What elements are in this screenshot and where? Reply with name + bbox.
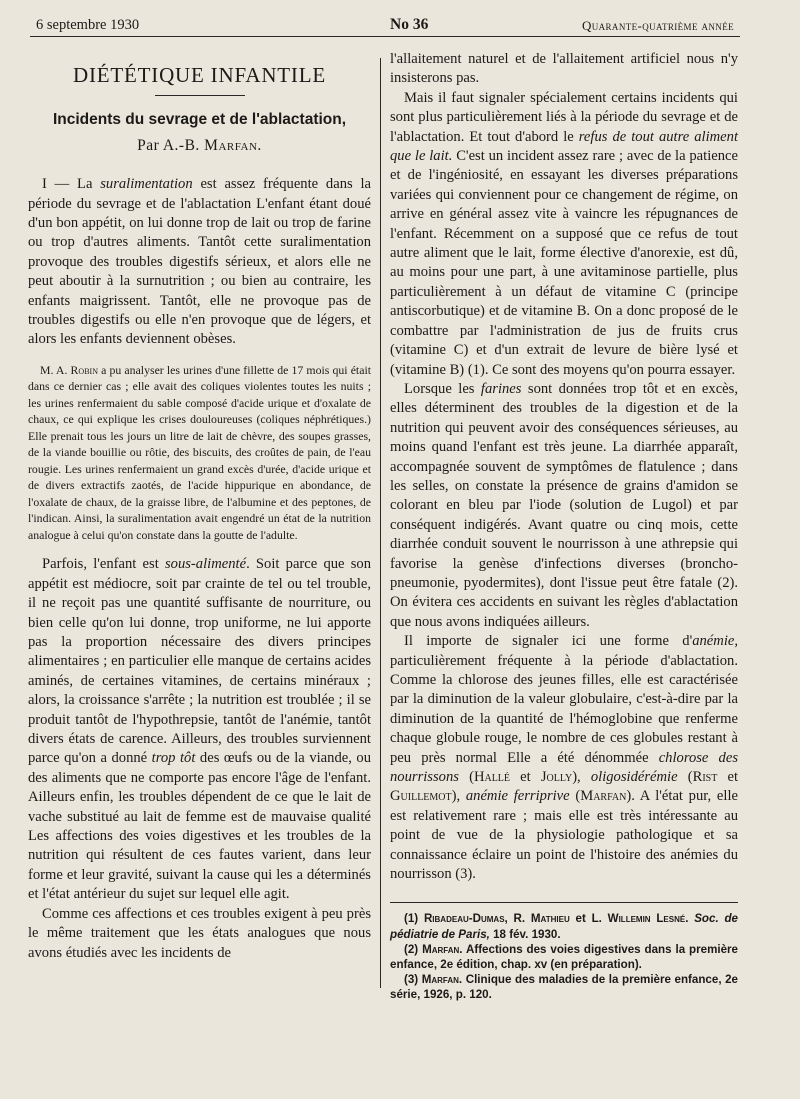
paragraph-anemie: Il importe de signaler ici une forme d'anémie, particulièrement fréquente à la période d'ablactation. Comme la chlorose des jeunes filles, elle est caractérisée par la diminution de la valeur globulaire, c'est-à-dire par la diminution de la quantité de l'hémoglobine que renferme chaque globule rouge, le nombre de ces globules restant à peu près normal Elle a été dénommée chlorose des nourrissons (Hallé et Jolly), oligosidérémie (Rist et Guillemot), anémie ferriprive (Marfan). A l'état pur, elle est relativement rare ; mais elle est très intéressante au point de vue de la physiologie pathologique et sa connaissance éclaire un point de l'histoire des anémies du nourrisson (3). (390, 633, 738, 883)
byline (28, 136, 371, 155)
footnote-3: (3) Marfan. Clinique des maladies de la première enfance, 2e série, 1926, p. 120. (390, 973, 738, 1002)
paragraph-refus: Mais il faut signaler spécialement certains incidents qui sont plus particulièrement liés à la période du sevrage et de l'ablactation. Et tout d'abord le refus de tout autre aliment que le lait. C'est un incident assez rare ; avec de la patience et de l'ingéniosité, en essayant les diverses préparations variées qui conviennent pour ce changement de régime, on arrive en général assez vite à vaincre les répugnances de l'enfant. Récemment on a supposé que ce refus de tout autre aliment que le lait, forme élective d'anorexie, est dû, au moins pour une part, à une avitaminose partielle, plus particulièrement à un défaut de vitamine C (principe antiscorbutique) et de vitamine B. On a donc proposé de le combattre par l'administration de jus de fruits crus (vitamine C) et d'un extrait de levure de bière lysé et (vitamine B) (1). Ce sont des moyens qu'on pourra essayer. (390, 89, 738, 378)
case-note: M. A. Robin a pu analyser les urines d'une fillette de 17 mois qui était dans ce dernier cas ; elle avait des coliques violentes toutes les nuits ; les urines renfermaient du sable composé d'acide urique et d'oxalate de chaux, ce qui explique les crises douloureuses (coliques néphrétiques.) Elle prenait tous les jours un litre de lait de chèvre, des soupes grasses, de la viande bouillie ou rôtie, des biscuits, des croûtes de pain, de l'eau rougie. Les urines renfermaient un grand excès d'urée, d'acide urique et de divers extractifs zaotés, de l'acide hippurique en abondance, de l'oxalate de chaux, de la graisse libre, de l'albumine et des peptones, de l'indican. Ainsi, la suralimentation avait engendré un état de la nutrition analogue à celui qu'on constate dans la goutte de l'adulte. (28, 362, 372, 542)
paragraph-traitement: Comme ces affections et ces troubles exigent à peu près le même traitement que les états analogues que nous avons étudiés avec les incidents de (28, 905, 371, 961)
publication-year: Quarante-quatrième année (581, 18, 734, 33)
paragraph-sous-alimente: Parfois, l'enfant est sous-alimenté. Soit parce que son appétit est médiocre, soit par crainte de tel ou tel trouble, il ne reçoit pas une quantité suffisante de nourriture, ou bien celle qu'on lui donne, trop uniforme, ne lui apporte pas la proportion nécessaire des divers principes alimentaires ; en particulier elle manque de certains acides aminés, de certaines vitamines, de certains minéraux ; alors, la croissance s'arrête ; la nutrition est troublée ; il se produit tantôt de l'hypothrepsie, tantôt de l'anémie, tantôt divers états de carence. Ailleurs, des troubles surviennent parce qu'on a donné trop tôt des œufs ou de la viande, ou des aliments que ne comporte pas encore l'âge de l'enfant. Ailleurs enfin, les troubles dépendent de ce que le lait de vache substitué au lait de femme est de mauvaise qualité Les affections des voies digestives et les troubles de la nutrition qui résultent de ces fautes varient, dans leur forme et leur gravité, suivant la cause qui les a déterminés et l'état antérieur du sujet sur lequel elle agit. (28, 556, 372, 903)
footnote-rule (390, 902, 738, 903)
page-header (30, 14, 740, 36)
footnote-1: (1) Ribadeau-Dumas, R. Mathieu et L. Willemin Lesné. Soc. de pédiatrie de Paris, 18 fév. 1930. (390, 912, 738, 941)
byline-author: Marfan. (204, 136, 262, 154)
paragraph-continuation: l'allaitement naturel et de l'allaitement artificiel nous n'y insisterons pas. (390, 51, 738, 87)
footnote-2: (2) Marfan. Affections des voies digestives dans la première enfance, 2e édition, chap. xv (en préparation). (390, 942, 739, 972)
header-rule (30, 36, 740, 37)
issue-number: No 36 (390, 16, 429, 33)
column-divider (380, 58, 381, 988)
left-column (28, 60, 371, 963)
right-column (390, 50, 738, 1003)
article-subtitle: Incidents du sevrage et de l'ablactation, (52, 111, 347, 129)
footnotes (390, 911, 738, 1002)
paragraph-suralimentation: I — La suralimentation est assez fréquente dans la période du sevrage et de l'ablactation L'enfant étant doué d'un bon appétit, on lui donne trop de lait ou trop de farine ou trop d'autres aliments. Tantôt cette suralimentation provoque des troubles digestifs sérieux, et alors elle ne peut aboutir à la surnutrition ; ou bien au contraire, les enfants maigrissent. Tantôt, elle ne provoque pas de troubles digestifs ou elle n'en provoque que de légers, et alors les enfants deviennent obèses. (28, 176, 371, 348)
byline-prefix: Par A.-B. (137, 136, 200, 154)
title-rule (155, 95, 245, 96)
article-title: DIÉTÉTIQUE INFANTILE (73, 63, 326, 87)
paragraph-farines: Lorsque les farines sont données trop tôt et en excès, elles déterminent des troubles de la digestion et de la nutrition qui peuvent avoir des conséquences sérieuses, au moins quand l'enfant est très jeune. La diarrhée apparaît, accompagnée souvent de symptômes de flatulence ; dans les selles, on constate la présence de grains d'amidon se colorant en bleu par l'iode (solution de Lugol) et par conséquent indigérés. Avant quatre ou cinq mois, cette diarrhée conduit souvent le nourrisson à une athrepsie qui favorise la genèse d'infections diverses (broncho-pneumonie, pyodermites), dont l'issue peut être fatale (2). On évitera ces accidents en suivant les règles d'ablactation que nous avons indiquées ailleurs. (390, 380, 738, 630)
issue-date: 6 septembre 1930 (36, 17, 140, 33)
